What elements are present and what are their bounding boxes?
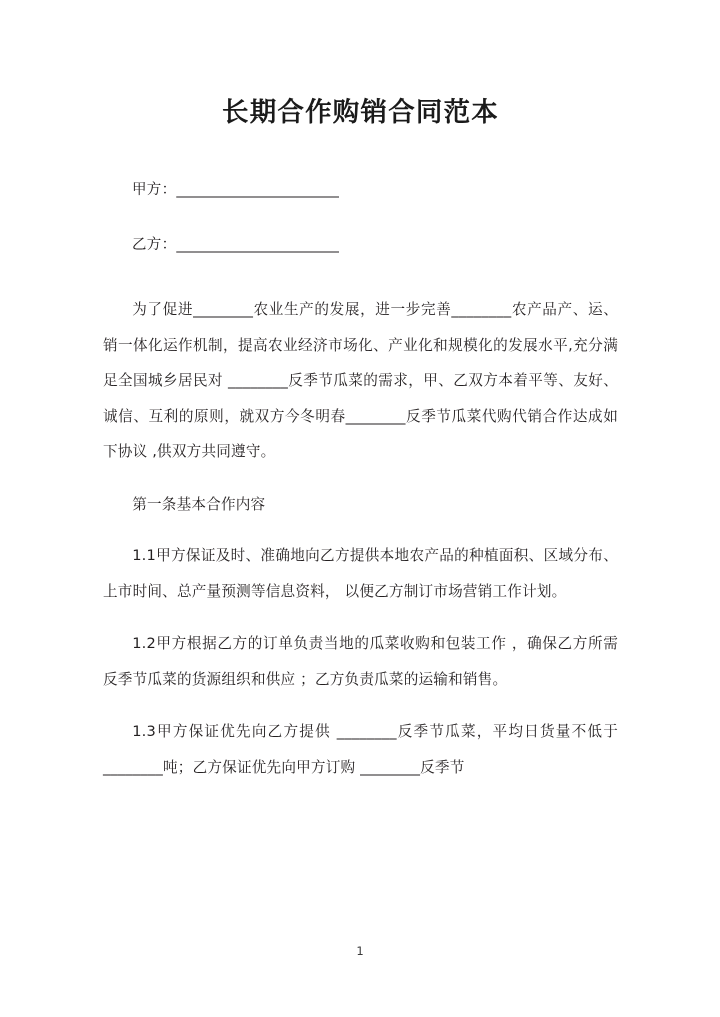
party-a-line [103, 180, 618, 202]
clause-1-1: 1.1甲方保证及时、准确地向乙方提供本地农产品的种植面积、区域分布、上市时间、总产量预测等信息资料， 以便乙方制订市场营销工作计划。 [103, 547, 618, 600]
party-b-line [103, 235, 618, 257]
party-b-blank: ________________________ [176, 236, 339, 253]
party-a-blank: ________________________ [176, 182, 339, 198]
document-body [103, 292, 618, 802]
section-heading-article-1: 第一条基本合作内容 [132, 495, 266, 513]
clause-1-2: 1.2甲方根据乙方的订单负责当地的瓜菜收购和包装工作 ，确保乙方所需反季节瓜菜的货源组织和供应 ；乙方负责瓜菜的运输和销售。 [103, 635, 618, 688]
party-b-label: 乙方： [132, 236, 177, 253]
party-a-label: 甲方： [132, 182, 177, 198]
preamble-paragraph: 为了促进________农业生产的发展，进一步完善________农产品产、运、销一体化运作机制，提高农业经济市场化、产业化和规模化的发展水平,充分满足全国城乡居民对 ________反季节瓜菜的需求，甲、乙双方本着平等、友好、诚信、互利的原则，就双方今冬明春________反季节瓜菜代购代销合作达成如下协议 ,供双方共同遵守。 [103, 301, 618, 460]
party-fields [103, 180, 618, 290]
page-title: 长期合作购销合同范本 [222, 97, 499, 128]
clause-1-3: 1.3甲方保证优先向乙方提供 ________反季节瓜菜，平均日货量不低于________吨；乙方保证优先向甲方订购 ________反季节 [103, 723, 618, 776]
page-number: 1 [356, 944, 364, 958]
